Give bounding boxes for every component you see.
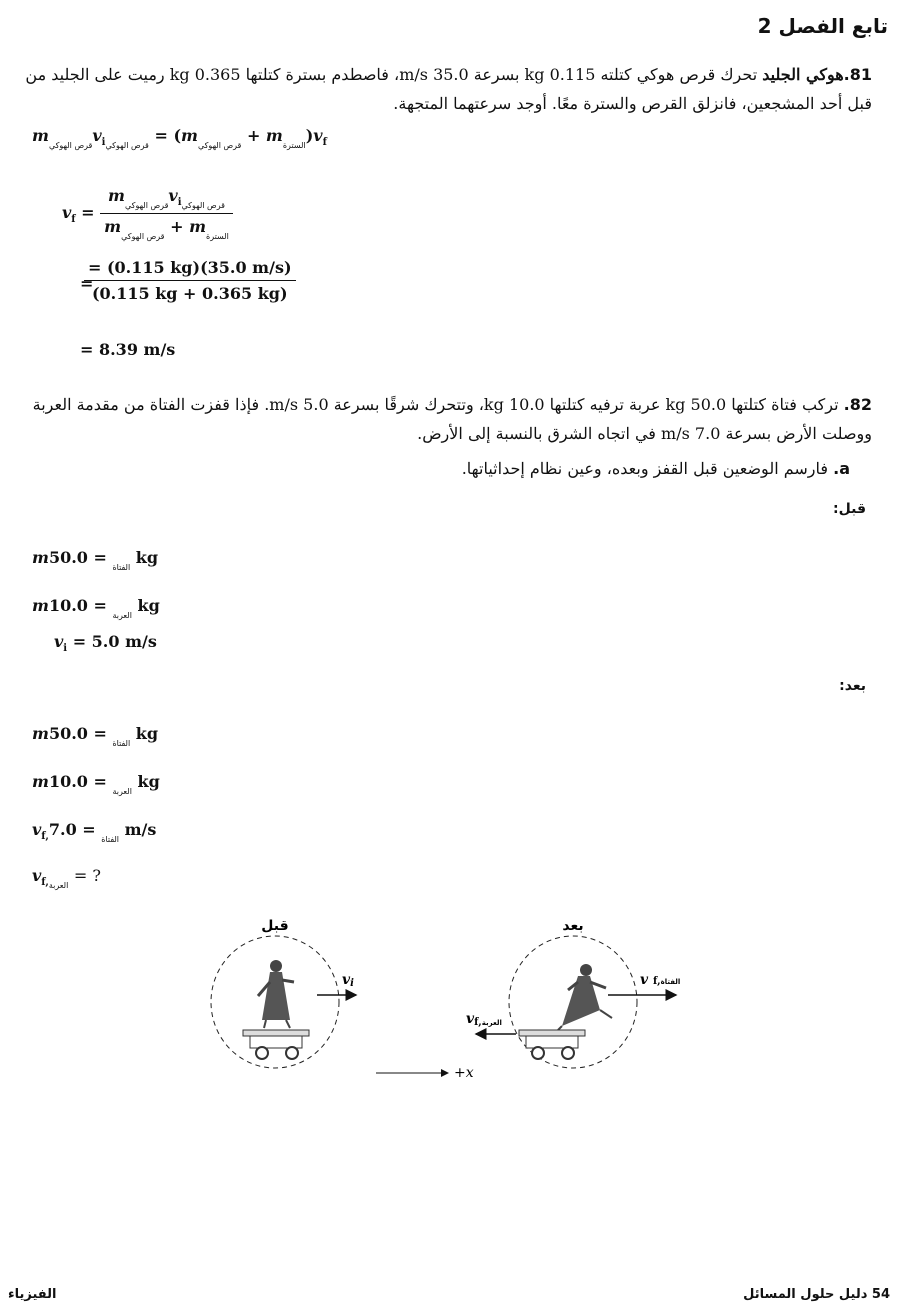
chapter-heading: تابع الفصل 2: [757, 14, 888, 38]
footer-page: 54 دليل حلول المسائل: [743, 1287, 890, 1302]
girl-figure-before: [258, 960, 294, 1028]
vf-formula: $v_f$ = $\frac{m_{قرص الهوكي}v_{iقرص الهوكي}}{m_{قرص الهوكي} + m_{السترة}}$: [62, 186, 233, 241]
vf-cart-label: vf,العربة: [466, 1011, 502, 1028]
after-girl-velocity: $v_{f,}$ $_{الفتاة}$ = 7.0 m/s: [32, 820, 157, 844]
problem-82-statement: [6, 390, 872, 448]
problem-82-text: تركب فتاة كتلتها 50.0 kg عربة ترفيه كتلتها 10.0 kg، وتتحرك شرقًا بسرعة 5.0 m/s. فإذا قفزت الفتاة من مقدمة العربة ووصلت الأرض بسرعة 7.0 m/s في اتجاه الشرق بالنسبة إلى الأرض.: [32, 395, 872, 443]
vi-label: vi: [342, 972, 354, 989]
problem-82-number: 82.: [843, 395, 872, 414]
before-after-diagram: [190, 910, 710, 1085]
cart-after: [519, 1030, 585, 1059]
after-title: بعد: [562, 918, 584, 934]
vf-result: = 8.39 m/s: [80, 340, 176, 359]
before-system: [211, 936, 356, 1068]
before-cart-mass: $m_{العربة} = 10.0$ kg: [32, 596, 160, 620]
before-velocity: $v_i = 5.0$ m/s: [54, 632, 157, 654]
girl-figure-after: [558, 964, 612, 1030]
problem-81-text: تحرك قرص هوكي كتلته 0.115 kg بسرعة 35.0 m/s، فاصطدم بسترة كتلتها 0.365 kg رميت على الجليد من قبل أحد المشجعين، فانزلق القرص والسترة معًا. أوجد سرعتهما المتجهة.: [25, 65, 872, 113]
before-label: قبل:: [833, 501, 866, 517]
vf-girl-label: v f,الفتاة: [640, 972, 681, 988]
after-cart-velocity: $v_{f,العربة}$ = ?: [32, 866, 101, 890]
before-title: قبل: [261, 918, 289, 934]
after-cart-mass: $m_{العربة} = 10.0$ kg: [32, 772, 160, 796]
problem-81-title: هوكي الجليد: [762, 65, 844, 84]
footer-subject: الفيزياء: [8, 1287, 57, 1302]
x-axis-label: +x: [454, 1065, 474, 1081]
after-label: بعد:: [839, 678, 866, 694]
problem-81-number: 81.: [843, 65, 872, 84]
after-girl-mass: $m_{الفتاة} = 50.0$ kg: [32, 724, 159, 748]
after-system: [466, 936, 680, 1068]
vf-substitution: $\frac{= (0.115 kg)(35.0 m/s)}{(0.115 kg + 0.365 kg)}$: [80, 258, 296, 303]
before-girl-mass: $m_{الفتاة} = 50.0$ kg: [32, 548, 159, 572]
problem-81-statement: [6, 60, 872, 118]
momentum-equation: $m_{قرص الهوكي}v_{iقرص الهوكي} = (m_{قرص الهوكي} + m_{السترة})v_f$: [32, 126, 327, 150]
cart-before: [243, 1030, 309, 1059]
part-a: a. فارسم الوضعين قبل القفز وبعده، وعين نظام إحداثياتها.: [461, 459, 850, 478]
